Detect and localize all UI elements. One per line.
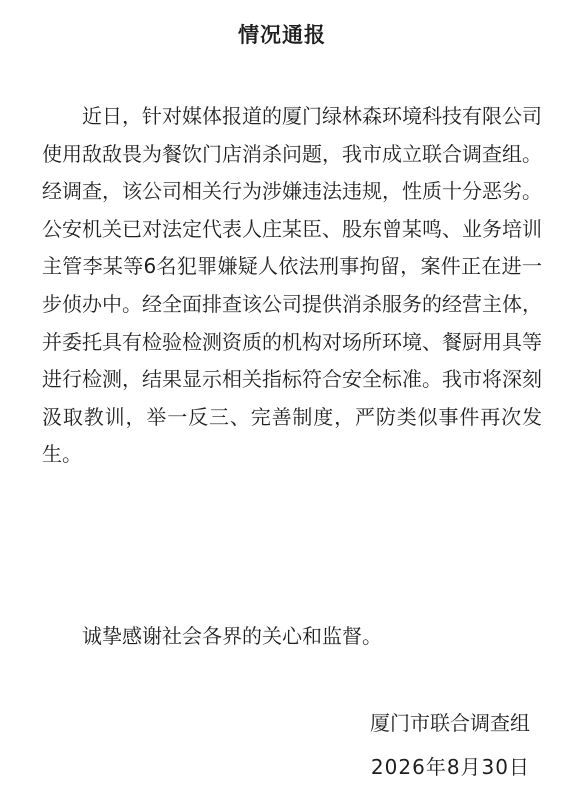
document-title: 情况通报 (238, 23, 326, 47)
signature-date: 2026年8月30日 (370, 755, 530, 779)
body-paragraph-2: 诚挚感谢社会各界的关心和监督。 (82, 624, 382, 648)
signature-organization: 厦门市联合调查组 (370, 711, 530, 735)
body-paragraph-1: 近日，针对媒体报道的厦门绿林森环境科技有限公司使用敌敌畏为餐饮门店消杀问题，我市成立联合调查组。经调查，该公司相关行为涉嫌违法违规，性质十分恶劣。公安机关已对法定代表人庄某臣、股东曾某鸣、业务培训主管李某等6名犯罪嫌疑人依法刑事拘留，案件正在进一步侦办中。经全面排查该公司提供消杀服务的经营主体，并委托具有检验检测资质的机构对场所环境、餐厨用具等进行检测，结果显示相关指标符合安全标准。我市将深刻汲取教训，举一反三、完善制度，严防类似事件再次发生。 (42, 104, 542, 467)
